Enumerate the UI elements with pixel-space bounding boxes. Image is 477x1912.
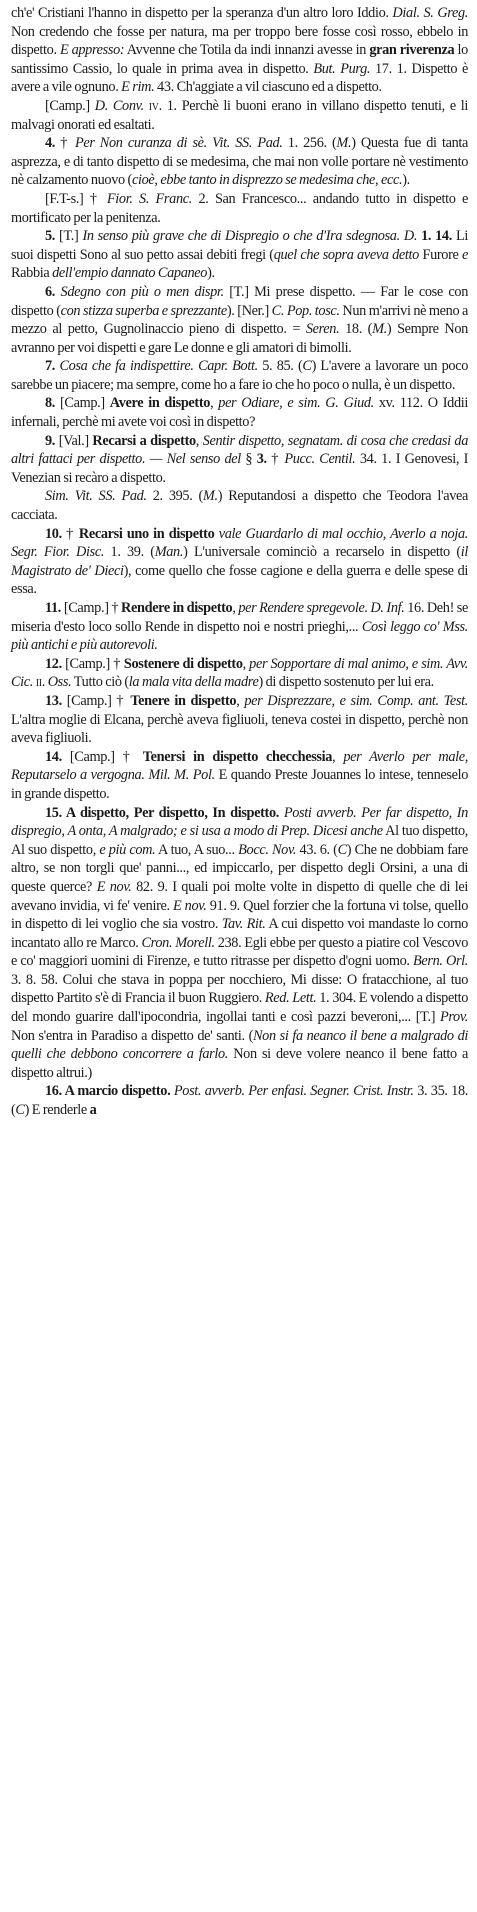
entry-paragraph: 14. [Camp.] † Tenersi in dispetto checchessia, per Averlo per male, Reputarselo a vergogna. Mil. M. Pol. E quando Preste Jouannes lo intese, tenneselo in grande dispetto. — [11, 748, 468, 802]
entry-paragraph: 10. † Recarsi uno in dispetto vale Guardarlo di mal occhio, Averlo a noja. Segr. Fior. Disc. 1. 39. (Man.) L'universale cominciò a recarselo in dispetto (il Magistrato de' Dieci), come quello che fosse cagione e della guerra e delle spese di essa. — [11, 525, 469, 598]
entry-paragraph: 8. [Camp.] Avere in dispetto, per Odiare, e sim. G. Giud. xv. 112. O Iddii infernali, perchè mi avete voi così in dispetto? — [11, 395, 468, 431]
entry-paragraph: 9. [Val.] Recarsi a dispetto, Sentir dispetto, segnatam. di cosa che credasi da altri fattaci per dispetto. — Nel senso del § 3. † Pucc. Centil. 34. 1. I Genovesi, I Venezian si recàro a dispetto. — [11, 432, 468, 486]
entry-paragraph: 16. A marcio dispetto. Post. avverb. Per enfasi. Segner. Crist. Instr. 3. 35. 18. (C) E renderle a — [11, 1083, 469, 1119]
entry-paragraph: 15. A dispetto, Per dispetto, In dispetto. Posti avverb. Per far dispetto, In dispregio, A onta, A malgrado; e si usa a modo di Prep. Dicesi anche Al tuo dispetto, Al suo dispetto, e più com. A tuo, A suo... Bocc. Nov. 43. 6. (C) Che ne dobbiam fare altro, se non torgli que' panni..., ed impiccarlo, per dispetto degli Orsini, a una di queste querce? E nov. 82. 9. I quali poi molte volte in dispetto di quelle che di lei avevano invidia, vi fe' venire. E nov. 91. 9. Quel forzier che la fortuna vi tolse, quello in dispetto di lei voglio che sia vostro. Tav. Rit. A cui dispetto voi mandaste lo corno incantato allo re Marco. Cron. Morell. 238. Egli ebbe per questo a piatire col Vescovo e co' maggiori uomini di Firenze, e tutto ritrasse per dispetto d'ogni uomo. Bern. Orl. 3. 8. 58. Colui che stava in poppa per nocchiero, Mi disse: O fratacchione, al tuo dispetto Partito s'è di Francia il buon Ruggiero. Red. Lett. 1. 304. E volendo a dispetto del mondo guarire dall'ipocondria, ingollai tanti e così pazzi beveroni,... [T.] Prov. Non s'entra in Paradiso a dispetto de' santi. (Non si fa neanco il bene a malgrado di quelli che debbono concorrere a farlo. Non si deve volere neanco il bene fatto a dispetto altrui.) — [11, 804, 469, 1081]
entry-paragraph: Sim. Vit. SS. Pad. 2. 395. (M.) Reputandosi a dispetto che Teodora l'avea cacciata. — [11, 488, 468, 524]
entry-paragraph: ch'e' Cristiani l'hanno in dispetto per la speranza d'un altro loro Iddio. Dial. S. Greg. Non credendo che fosse per natura, ma per troppo bere fosse così rosso, ebbelo in dispetto. E appresso: Avvenne che Totila da indi innanzi avesse in gran riverenza lo santissimo Cassio, lo quale in prima avea in dispetto. But. Purg. 17. 1. Dispetto è avere a vile ognuno. E rim. 43. Ch'aggiate a vil ciascuno ed a dispetto. — [11, 5, 469, 96]
entry-paragraph: 7. Cosa che fa indispettire. Capr. Bott. 5. 85. (C) L'avere a lavorare un poco sarebbe un piacere; ma sempre, come ho a fare io che ho poco o nulla, è un dispetto. — [11, 358, 468, 393]
entry-paragraph: 6. Sdegno con più o men dispr. [T.] Mi prese dispetto. — Far le cose con dispetto (con stizza superba e sprezzante). [Ner.] C. Pop. tosc. Nun m'arrivi nè meno a mezzo al petto, Gugnolinaccio pieno di dispetto. = Seren. 18. (M.) Sempre Non avranno per voi dispetti e gare Le donne e gli amatori di bimolli. — [11, 283, 469, 356]
entry-paragraph: 4. † Per Non curanza di sè. Vit. SS. Pad. 1. 256. (M.) Questa fue di tanta asprezza, e di tanto dispetto di se medesima, che mai non volle portare nè vestimento nè calzamento nuovo (cioè, ebbe tanto in disprezzo se medesima che, ecc.). — [11, 135, 468, 189]
dictionary-entry-body — [11, 4, 468, 1120]
entry-paragraph: [Camp.] D. Conv. iv. 1. Perchè li buoni erano in villano dispetto tenuti, e li malvagi onorati ed esaltati. — [11, 97, 468, 133]
entry-paragraph: 12. [Camp.] † Sostenere di dispetto, per Sopportare di mal animo, e sim. Avv. Cic. ii. Oss. Tutto ciò (la mala vita della madre) di dispetto sostenuto per lui era. — [11, 655, 468, 691]
entry-paragraph: [F.T-s.] † Fior. S. Franc. 2. San Francesco... andando tutto in dispetto e mortificato per la penitenza. — [11, 190, 468, 226]
entry-paragraph: 13. [Camp.] † Tenere in dispetto, per Disprezzare, e sim. Comp. ant. Test. L'altra moglie di Elcana, perchè aveva figliuoli, teneva costei in dispetto, perchè non aveva figliuoli. — [11, 692, 468, 747]
entry-paragraph: 5. [T.] In senso più grave che di Dispregio o che d'Ira sdegnosa. D. 1. 14. Li suoi dispetti Sono al suo petto assai debiti fregi (quel che sopra aveva detto Furore e Rabbia dell'empio dannato Capaneo). — [11, 228, 468, 282]
entry-paragraph: 11. [Camp.] † Rendere in dispetto, per Rendere spregevole. D. Inf. 16. Deh! se miseria d'esto loco sollo Rende in dispetto noi e nostri prieghi,... Così leggo co' Mss. più antichi e più autorevoli. — [11, 600, 468, 654]
